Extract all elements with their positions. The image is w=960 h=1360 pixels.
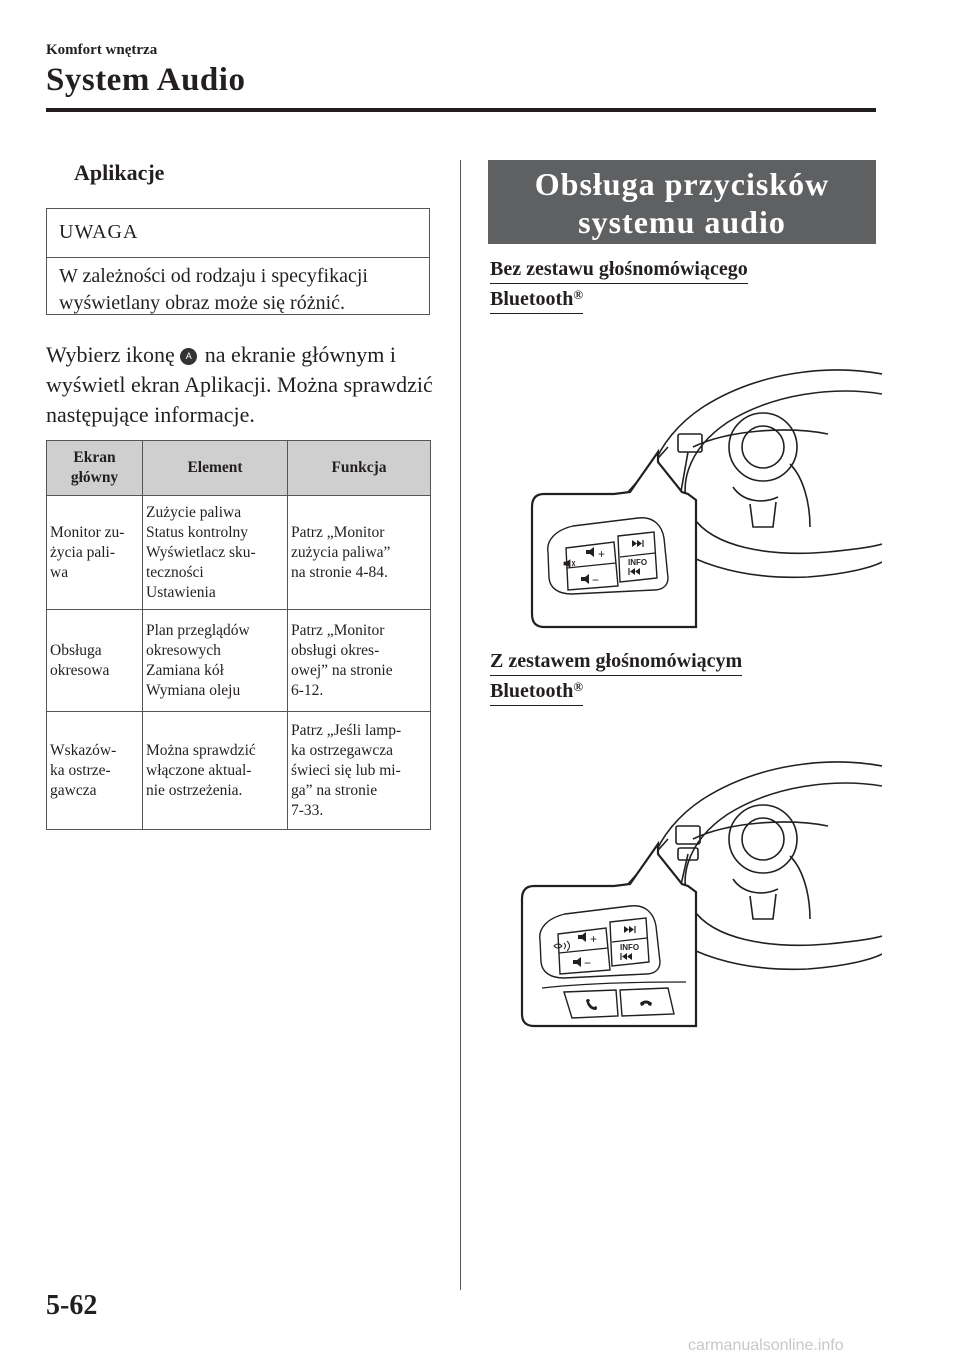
column-divider	[460, 160, 461, 1290]
volume-minus-label: −	[584, 956, 592, 970]
table-header-cell: Funkcja	[288, 441, 431, 496]
volume-plus-label: +	[598, 547, 606, 561]
table-cell-screen: Monitor zu- życia pali- wa	[47, 496, 143, 610]
table-row	[47, 496, 431, 610]
note-divider	[47, 257, 429, 258]
apps-subheading: Aplikacje	[74, 160, 165, 185]
banner-line-1: Obsługa przycisków	[534, 166, 830, 202]
volume-plus-label: +	[590, 932, 598, 946]
intro-paragraph	[46, 340, 436, 430]
page-number: 5-62	[46, 1290, 98, 1321]
banner-line-2: systemu audio	[578, 204, 786, 240]
applications-icon: A	[180, 348, 197, 365]
table-cell-function: Patrz „Monitor zużycia paliwa” na stronie 4-84.	[288, 496, 431, 610]
info-button-label: INFO	[620, 943, 640, 952]
table-cell-function: Patrz „Jeśli lamp- ka ostrzegawcza świeci się lub mi- ga” na stronie 7-33.	[288, 712, 431, 830]
table-row	[47, 712, 431, 830]
table-cell-items: Zużycie paliwa Status kontrolny Wyświetlacz sku- teczności Ustawienia	[143, 496, 288, 610]
heading-without-handsfree	[490, 254, 748, 314]
table-cell-function: Patrz „Monitor obsługi okres- owej” na stronie 6-12.	[288, 610, 431, 712]
applications-table	[46, 440, 431, 830]
heading-without-line-2: Bluetooth®	[490, 286, 583, 314]
switch-callout-panel	[522, 844, 696, 1026]
section-label: Komfort wnętrza	[46, 42, 158, 58]
heading-with-handsfree	[490, 646, 742, 706]
note-title: UWAGA	[59, 221, 139, 243]
heading-with-line-2: Bluetooth®	[490, 678, 583, 706]
info-button-label: INFO	[628, 558, 648, 567]
steering-wheel-controls-figure	[528, 352, 882, 632]
heading-without-line-1: Bez zestawu głośnomówiącego	[490, 256, 748, 284]
steering-wheel-controls-figure	[518, 744, 882, 1030]
table-cell-items: Można sprawdzić włączone aktual- nie ostrzeżenia.	[143, 712, 288, 830]
header-rule	[46, 108, 876, 112]
table-header-cell: Element	[143, 441, 288, 496]
table-row	[47, 610, 431, 712]
table-cell-screen: Obsługa okresowa	[47, 610, 143, 712]
table-cell-screen: Wskazów- ka ostrze- gawcza	[47, 712, 143, 830]
table-header-row	[47, 441, 431, 496]
watermark: carmanualsonline.info	[688, 1337, 844, 1354]
volume-minus-label: −	[592, 573, 600, 587]
note-box	[46, 208, 430, 315]
intro-text-end: na ekranie głównym i wyświetl ekran Aplikacji. Można sprawdzić następujące informacje.	[46, 342, 433, 427]
heading-with-line-1: Z zestawem głośnomówiącym	[490, 648, 742, 676]
chapter-title: System Audio	[46, 62, 246, 98]
switch-callout-panel	[532, 452, 696, 627]
note-text: W zależności od rodzaju i specyfikacji wyświetlany obraz może się różnić.	[59, 265, 368, 314]
section-banner	[488, 160, 876, 244]
intro-text-start: Wybierz ikonę	[46, 342, 175, 367]
table-header-cell: Ekran główny	[47, 441, 143, 496]
table-cell-items: Plan przeglądów okresowych Zamiana kół Wymiana oleju	[143, 610, 288, 712]
